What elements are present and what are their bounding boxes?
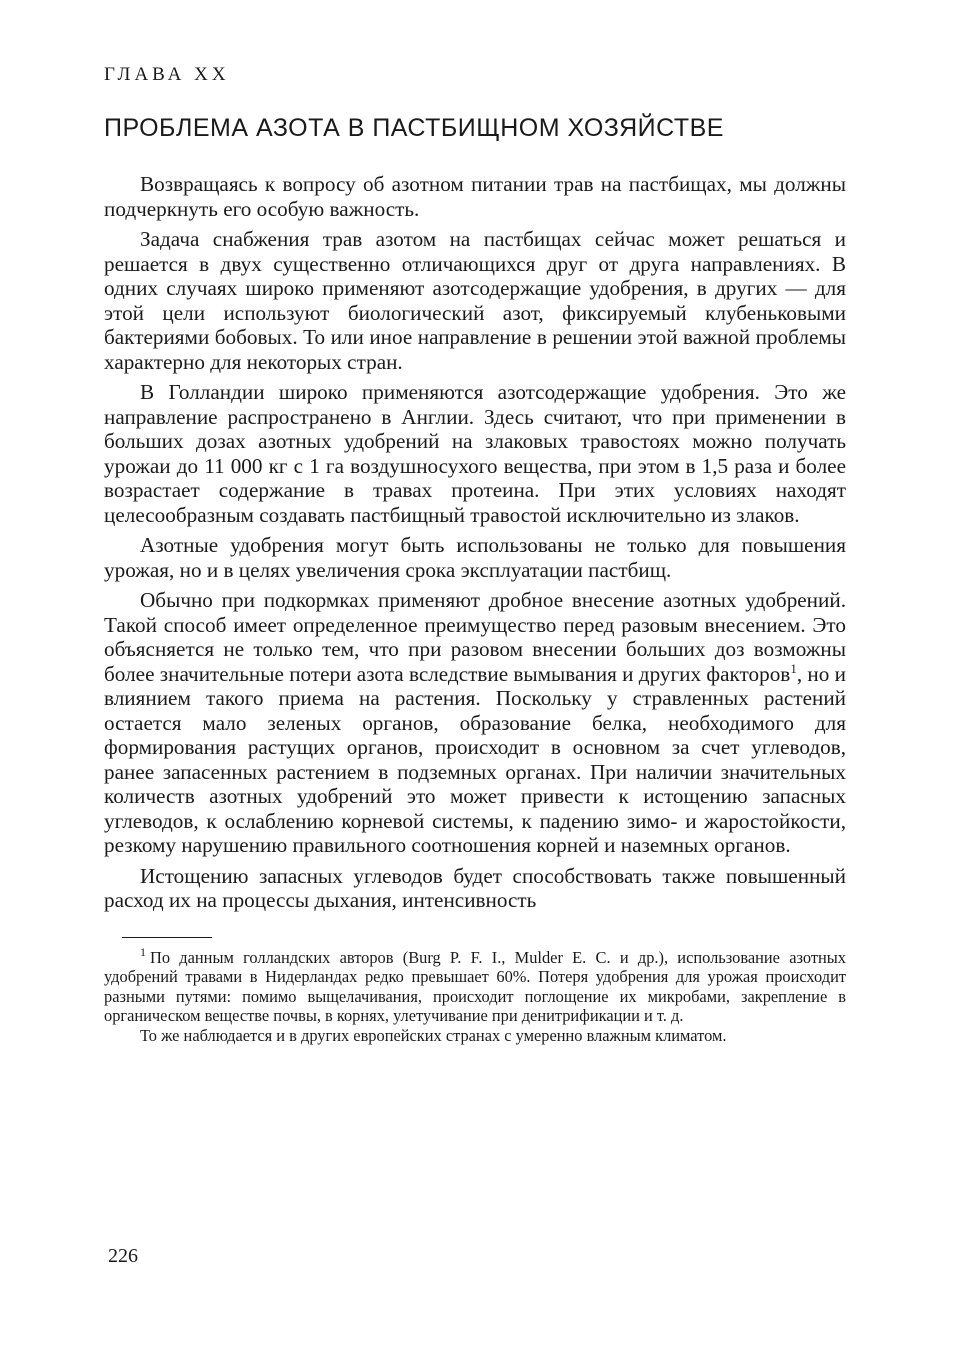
footnotes bbox=[104, 945, 846, 1046]
chapter-label: ГЛАВА XX bbox=[104, 64, 230, 85]
chapter-title: ПРОБЛЕМА АЗОТА В ПАСТБИЩНОМ ХОЗЯЙСТВЕ bbox=[104, 114, 724, 142]
paragraph-5-part-1: Обычно при подкормках применяют дробное внесение азотных удобрений. Такой способ имеет определенное преимущество перед разовым внесением. Это объясняется не только тем, что при разовом внесении больших доз возможны более значительные потери азота вследствие вымывания и других факторов bbox=[104, 588, 846, 686]
footnote-1-text: По данным голландских авторов (Burg P. F. I., Mulder E. C. и др.), использование азотных удобрений травами в Нидерландах редко превышает 60%. Потеря удобрения для урожая происходит разными путями: помимо выщелачивания, происходит поглощение их микробами, закрепление в органическом веществе почвы, в корнях, улетучивание при денитрификации и т. д. bbox=[104, 947, 846, 1025]
page-content bbox=[104, 62, 846, 1045]
footnote-1-continuation: То же наблюдается и в других европейских странах с умеренно влажным климатом. bbox=[140, 1025, 727, 1045]
footnote-divider bbox=[122, 937, 212, 938]
paragraph-3: В Голландии широко применяются азотсодержащие удобрения. Это же направление распространено в Англии. Здесь считают, что при применении в больших дозах азотных удобрений на злаковых травостоях можно получать урожаи до 11 000 кг с 1 га воздушносухого вещества, при этом в 1,5 раза и более возрастает содержание в травах протеина. При этих условиях находят целесообразным создавать пастбищный травостой исключительно из злаков. bbox=[104, 380, 846, 527]
paragraph-5-part-2: , но и влиянием такого приема на растения. Поскольку у стравленных растений остается мало зеленых органов, образование белка, необходимого для формирования растущих органов, происходит в основном за счет углеводов, ранее запасенных растением в подземных органах. При наличии значительных количеств азотных удобрений это может привести к истощению запасных углеводов, к ослаблению корневой системы, к падению зимо- и жаростойкости, резкому нарушению правильного соотношения корней и наземных органов. bbox=[104, 661, 846, 857]
footnote-1 bbox=[104, 945, 846, 1026]
paragraph-6: Истощению запасных углеводов будет способствовать также повышенный расход их на процессы дыхания, интенсивность bbox=[104, 863, 846, 912]
footnote-reference: 1 bbox=[790, 660, 797, 676]
page-number: 226 bbox=[108, 1245, 138, 1267]
paragraph-1: Возвращаясь к вопросу об азотном питании трав на пастбищах, мы должны подчеркнуть его особую важность. bbox=[104, 172, 846, 221]
paragraph-2: Задача снабжения трав азотом на пастбищах сейчас может решаться и решается в двух существенно отличающихся друг от друга направлениях. В одних случаях широко применяют азотсодержащие удобрения, в других — для этой цели используют биологический азот, фиксируемый клубеньковыми бактериями бобовых. То или иное направление в решении этой важной проблемы характерно для некоторых стран. bbox=[104, 227, 846, 374]
footnote-mark: 1 bbox=[140, 945, 146, 960]
paragraph-5 bbox=[104, 588, 846, 858]
body-text bbox=[104, 172, 846, 913]
paragraph-4: Азотные удобрения могут быть использованы не только для повышения урожая, но и в целях увеличения срока эксплуатации пастбищ. bbox=[104, 533, 846, 582]
